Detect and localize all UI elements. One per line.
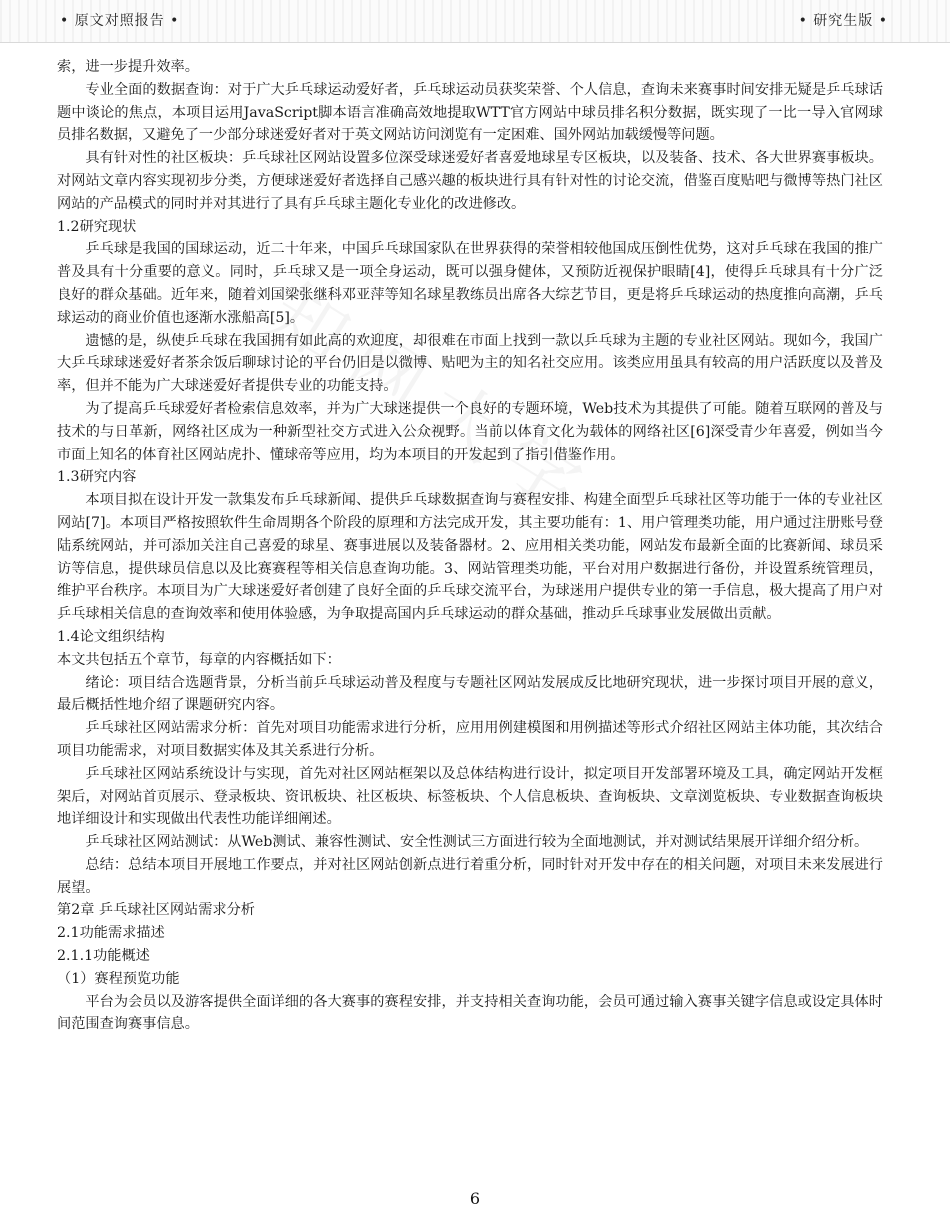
page-number: 6 (469, 1189, 481, 1208)
paragraph-research-status-3: 为了提高乒乓球爱好者检索信息效率，并为广大球迷提供一个良好的专题环境，Web技术为其提供了可能。随着互联网的普及与技术的与日革新，网络社区成为一种新型社交方式进入公众视野。当前以体育文化为载体的网络社区[6]深受青少年喜爱，例如当今市面上知名的体育社区网站虎扑、懂球帝等应用，均为本项目的开发起到了指引借鉴作用。 (57, 400, 883, 463)
paragraph-research-status-1: 乒乓球是我国的国球运动，近二十年来，中国乒乓球国家队在世界获得的荣誉相较他国成压倒性优势，这对乒乓球在我国的推广普及具有十分重要的意义。同时，乒乓球又是一项全身运动，既可以强身健体，又预防近视保护眼睛[4]，使得乒乓球具有十分广泛良好的群众基础。近年来，随着刘国梁张继科邓亚萍等知名球星教练员出席各大综艺节目，更是将乒乓球运动的热度推向高潮，乒乓球运动的商业价值也逐渐水涨船高[5]。 (57, 241, 883, 326)
section-heading-2-1: 2.1功能需求描述 (57, 925, 165, 942)
paragraph-chapter-summary: 总结：总结本项目开展地工作要点，并对社区网站创新点进行着重分析，同时针对开发中存在的相关问题，对项目未来发展进行展望。 (57, 856, 883, 896)
paragraph-chapter-testing: 乒乓球社区网站测试：从Web测试、兼容性测试、安全性测试三方面进行较为全面地测试，并对测试结果展开详细介绍分析。 (85, 834, 869, 851)
section-heading-1-4: 1.4论文组织结构 (57, 628, 165, 645)
paragraph-structure-intro: 本文共包括五个章节，每章的内容概括如下： (57, 651, 341, 668)
section-heading-1-3: 1.3研究内容 (57, 469, 137, 486)
paragraph-data-query: 专业全面的数据查询：对于广大乒乓球运动爱好者，乒乓球运动员获奖荣誉、个人信息，查询未来赛事时间安排无疑是乒乓球话题中谈论的焦点，本项目运用JavaScript脚本语言准确高效地提取WTT官方网站中球员排名积分数据，既实现了一比一导入官网球员排名数据，又避免了一少部分球迷爱好者对于英文网站访问浏览有一定困难、国外网站加载缓慢等问题。 (57, 81, 883, 144)
paragraph-chapter-intro: 绪论：项目结合选题背景，分析当前乒乓球运动普及程度与专题社区网站发展成反比地研究现状，进一步探讨项目开展的意义，最后概括性地介绍了课题研究内容。 (57, 674, 883, 714)
section-heading-2-1-1: 2.1.1功能概述 (57, 948, 150, 965)
paragraph-continuation: 索，进一步提升效率。 (57, 59, 199, 75)
header-report-label: • 原文对照报告 • (60, 13, 180, 29)
section-heading-1-2: 1.2研究现状 (57, 218, 137, 235)
paragraph-research-status-2: 遗憾的是，纵使乒乓球在我国拥有如此高的欢迎度，却很难在市面上找到一款以乒乓球为主题的专业社区网站。现如今，我国广大乒乓球球迷爱好者茶余饭后聊球讨论的平台仍旧是以微博、贴吧为主的知名社交应用。该类应用虽具有较高的用户活跃度以及普及率，但并不能为广大球迷爱好者提供专业的功能支持。 (57, 332, 883, 395)
header-edition-label: • 研究生版 • (798, 13, 888, 29)
paragraph-chapter-design: 乒乓球社区网站系统设计与实现，首先对社区网站框架以及总体结构进行设计，拟定项目开发部署环境及工具，确定网站开发框架后，对网站首页展示、登录板块、资讯板块、社区板块、标签板块、个人信息板块、查询板块、文章浏览板块、专业数据查询板块地详细设计和实现做出代表性功能详细阐述。 (57, 765, 883, 828)
paragraph-research-content: 本项目拟在设计开发一款集发布乒乓球新闻、提供乒乓球数据查询与赛程安排、构建全面型乒乓球社区等功能于一体的专业社区网站[7]。本项目严格按照软件生命周期各个阶段的原理和方法完成开发，其主要功能有：1、用户管理类功能，用户通过注册账号登陆系统网站，并可添加关注自己喜爱的球星、赛事进展以及装备器材。2、应用相关类功能，网站发布最新全面的比赛新闻、球员采访等信息，提供球员信息以及比赛赛程等相关信息查询功能。3、网站管理类功能，平台对用户数据进行备份，并设置系统管理员，维护平台秩序。本项目为广大球迷爱好者创建了良好全面的乒乓球交流平台，为球迷用户提供专业的第一手信息，极大提高了用户对乒乓球相关信息的查询效率和使用体验感，为争取提高国内乒乓球运动的群众基础，推动乒乓球事业发展做出贡献。 (57, 492, 883, 623)
paragraph-chapter-requirements: 乒乓球社区网站需求分析：首先对项目功能需求进行分析，应用用例建模图和用例描述等形式介绍社区网站主体功能，其次结合项目功能需求，对项目数据实体及其关系进行分析。 (57, 720, 883, 759)
chapter-heading-2: 第2章 乒乓球社区网站需求分析 (57, 902, 255, 919)
document-body (57, 56, 883, 1036)
paragraph-schedule-preview: 平台为会员以及游客提供全面详细的各大赛事的赛程安排，并支持相关查询功能，会员可通过输入赛事关键字信息或设定具体时间范围查询赛事信息。 (57, 993, 883, 1033)
paragraph-community-section: 具有针对性的社区板块：乒乓球社区网站设置多位深受球迷爱好者喜爱地球星专区板块，以及装备、技术、各大世界赛事板块。对网站文章内容实现初步分类，方便球迷爱好者选择自己感兴趣的板块进行具有针对性的讨论交流，借鉴百度贴吧与微博等热门社区网站的产品模式的同时并对其进行了具有乒乓球主题化专业化的改进修改。 (57, 150, 883, 212)
item-heading-schedule-preview: （1）赛程预览功能 (57, 970, 180, 987)
